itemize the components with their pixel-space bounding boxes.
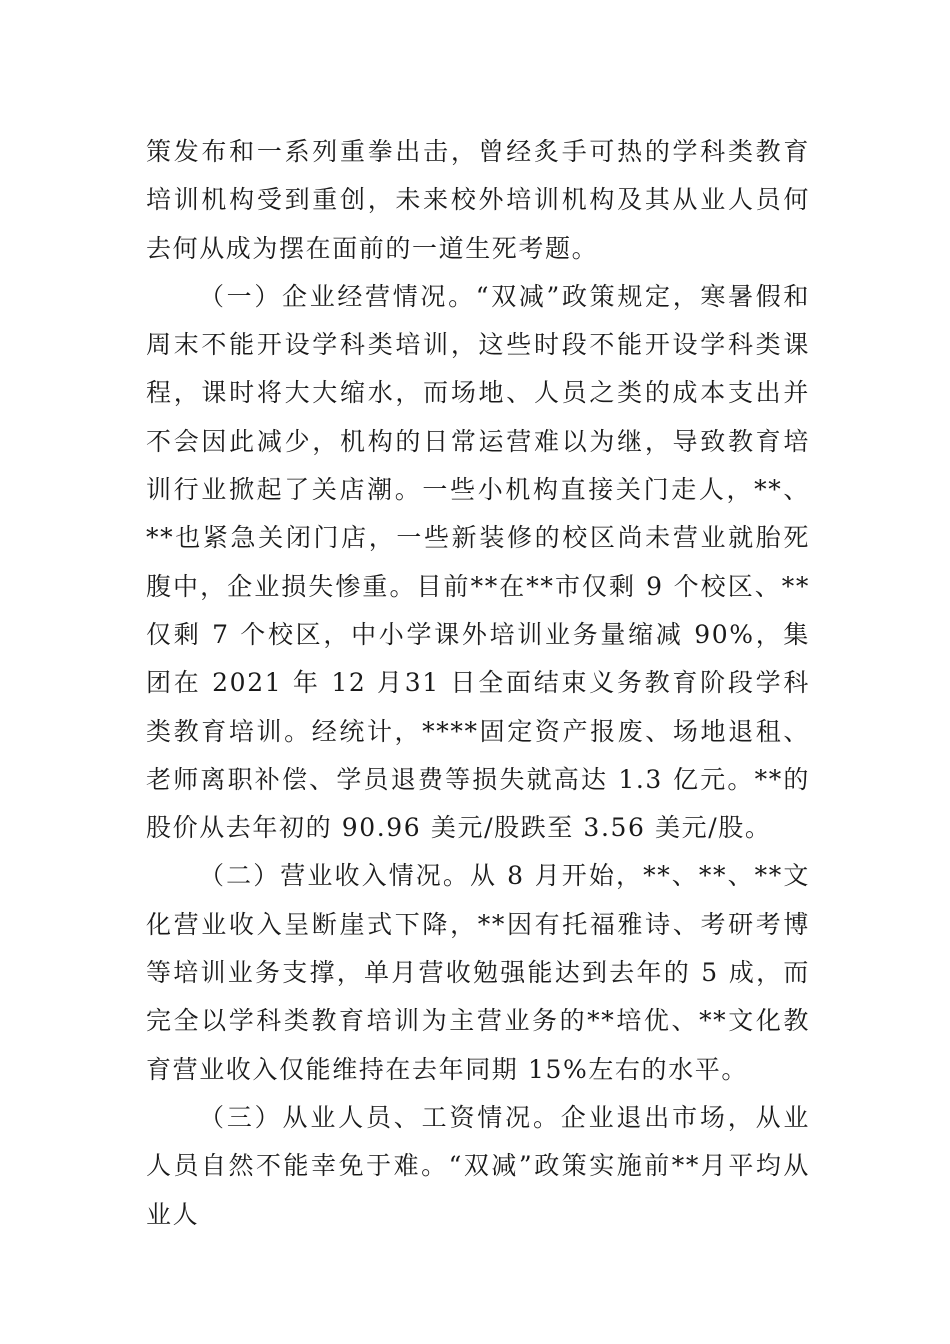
paragraph-intro-continuation: 策发布和一系列重拳出击，曾经炙手可热的学科类教育培训机构受到重创，未来校外培训机构及其从业人员何去何从成为摆在面前的一道生死考题。 — [146, 137, 810, 263]
paragraph-operating-revenue: （二）营业收入情况。从 8 月开始，**、**、**文化营业收入呈断崖式下降，**因有托福雅诗、考研考博等培训业务支撑，单月营收勉强能达到去年的 5 成，而完全以学科类教育培训为主营业务的**培优、**文化教育营业收入仅能维持在去年同期 15%左右的水平。 — [146, 861, 810, 1084]
paragraph-employees-wages: （三）从业人员、工资情况。企业退出市场，从业人员自然不能幸免于难。“双减”政策实施前**月平均从业人 — [146, 1102, 810, 1229]
paragraph-business-operations: （一）企业经营情况。“双减”政策规定，寒暑假和周末不能开设学科类培训，这些时段不能开设学科类课程，课时将大大缩水，而场地、人员之类的成本支出并不会因此减少，机构的日常运营难以为继，导致教育培训行业掀起了关店潮。一些小机构直接关门走人，**、**也紧急关闭门店，一些新装修的校区尚未营业就胎死腹中，企业损失惨重。目前**在**市仅剩 9 个校区、**仅剩 7 个校区，中小学课外培训业务量缩减 90%，集团在 2021 年 12 月31 日全面结束义务教育阶段学科类教育培训。经统计，****固定资产报废、场地退租、老师离职补偿、学员退费等损失就高达 1.3 亿元。**的股价从去年初的 90.96 美元/股跌至 3.56 美元/股。 — [146, 281, 810, 843]
document-body — [146, 128, 810, 1239]
